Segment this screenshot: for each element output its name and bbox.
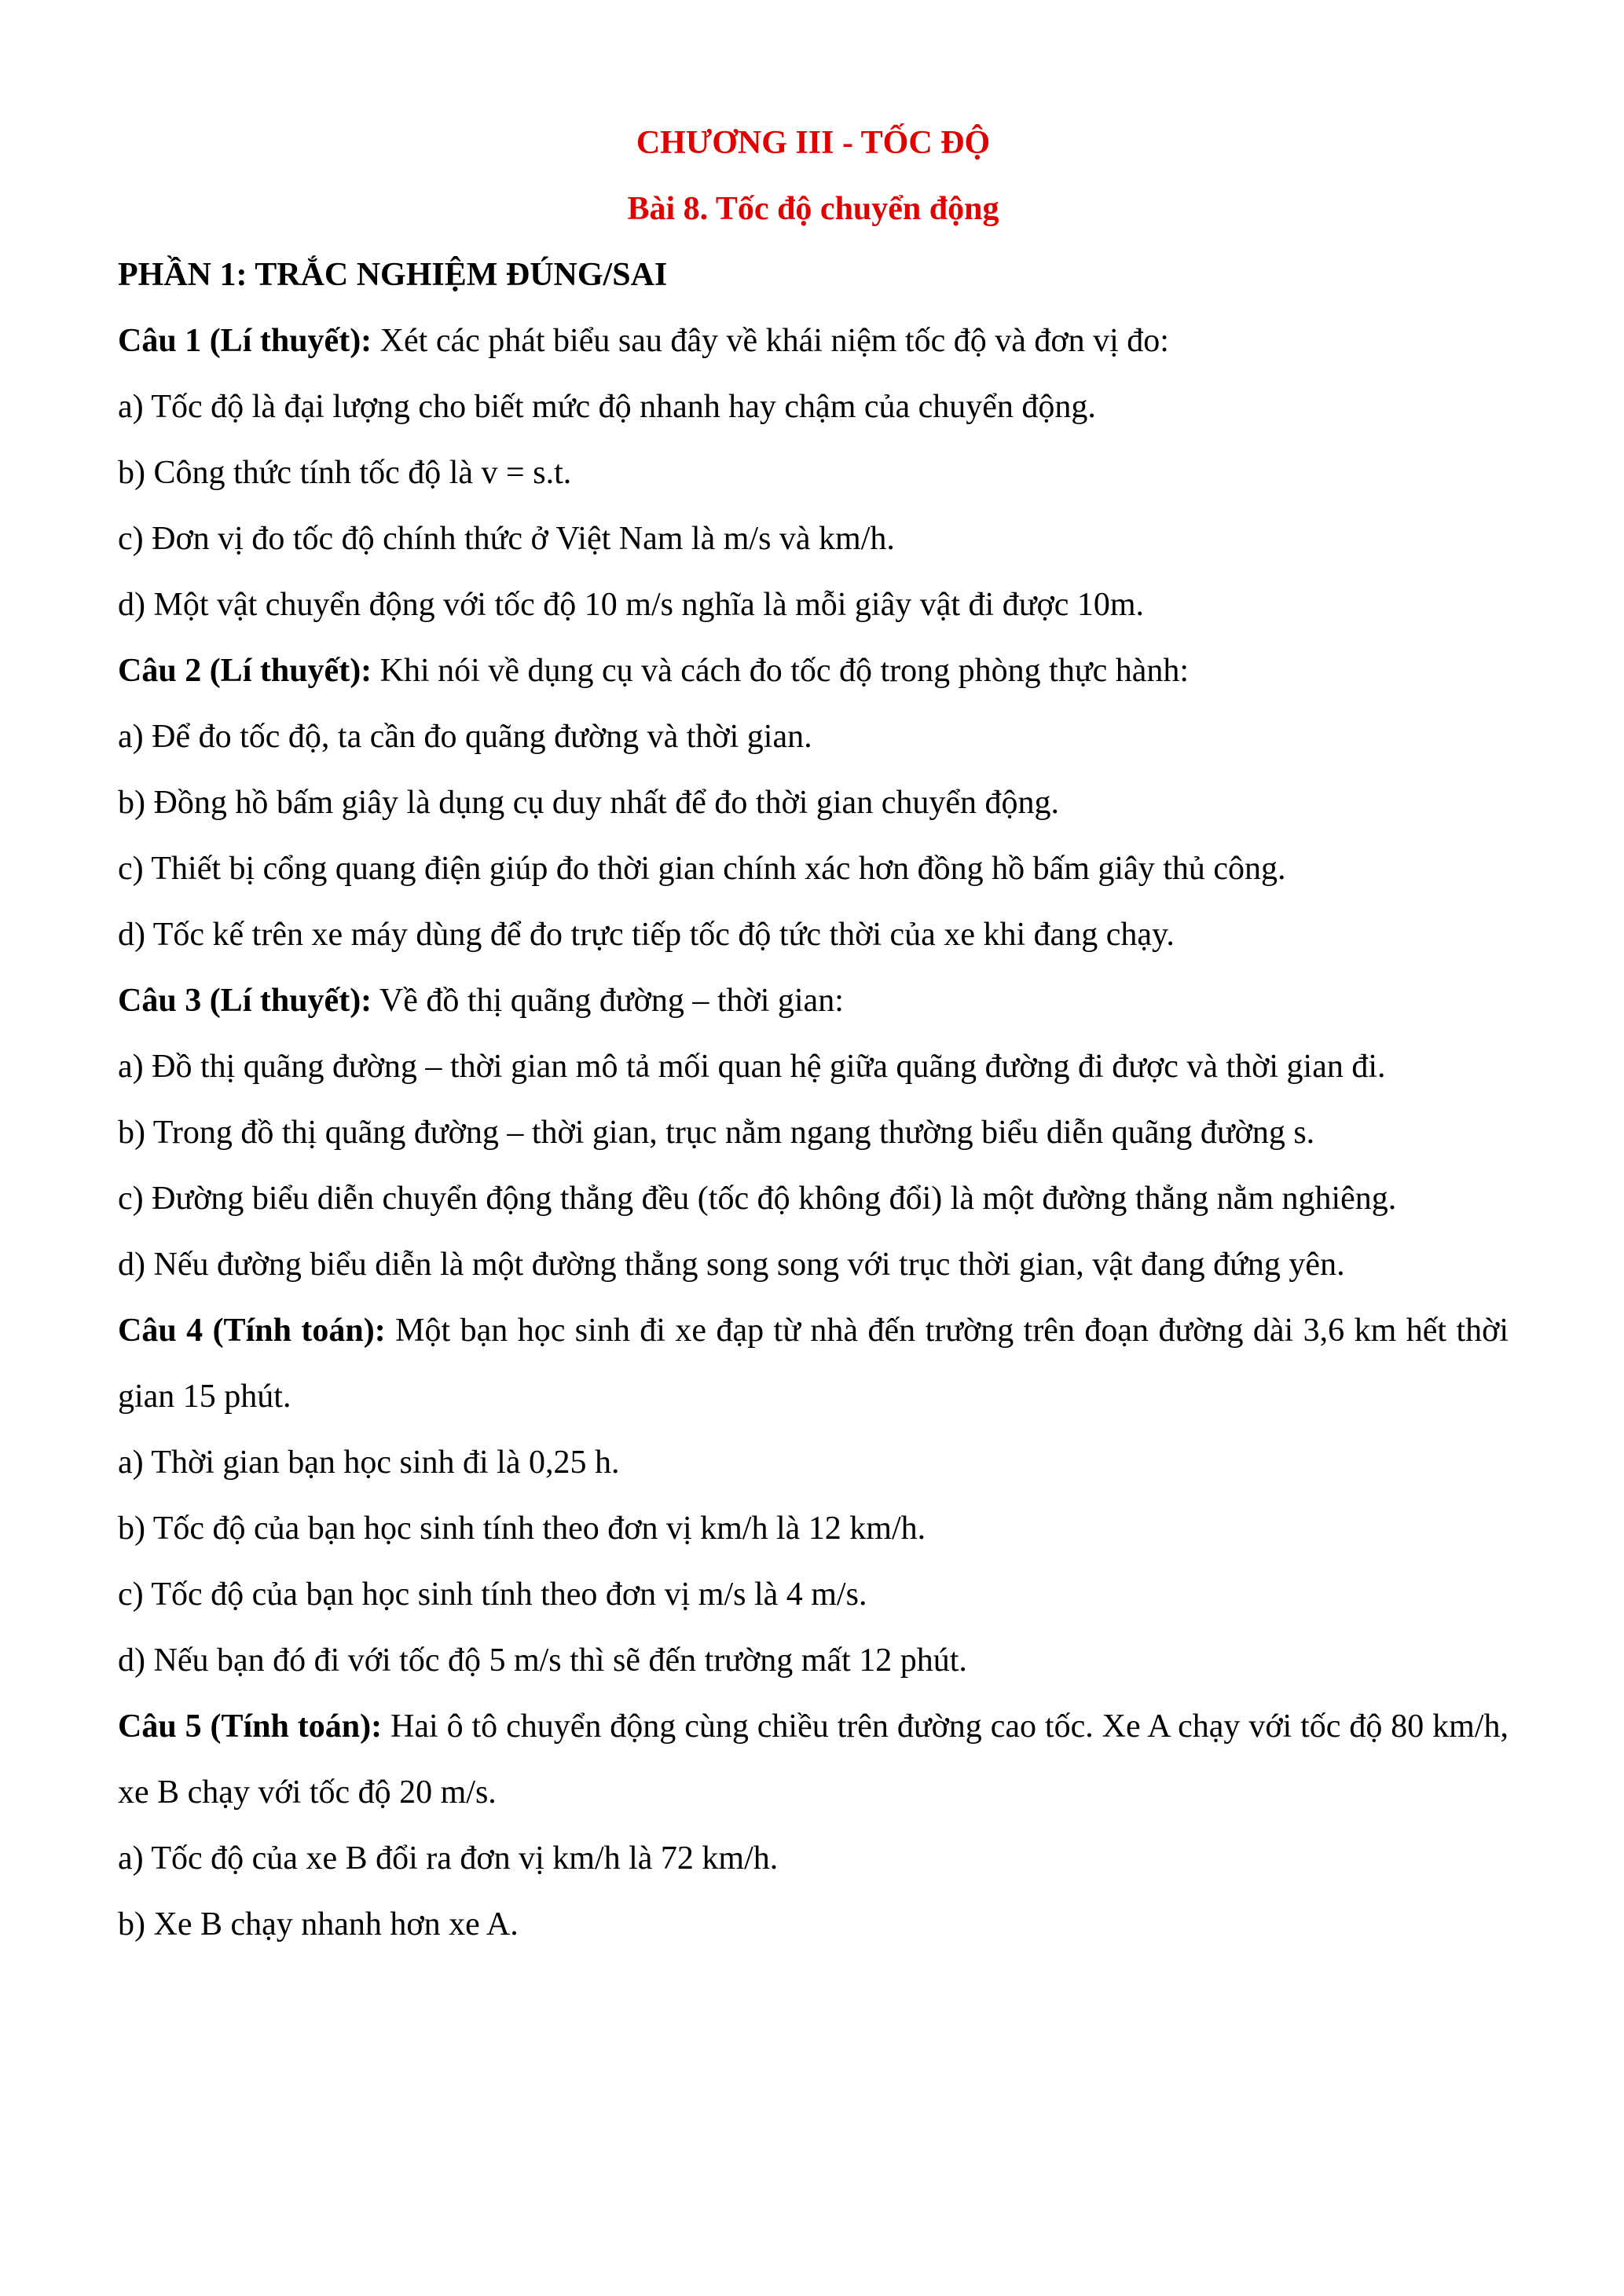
option-d: d) Một vật chuyển động với tốc độ 10 m/s nghĩa là mỗi giây vật đi được 10m. — [118, 587, 1144, 623]
option-a: a) Để đo tốc độ, ta cần đo quãng đường và thời gian. — [118, 719, 812, 755]
question-3 — [118, 968, 1509, 1298]
question-text: Một bạn học sinh đi xe đạp từ nhà đến trường trên đoạn đường dài 3,6 km hết thời gian 15 phút. — [118, 1313, 1509, 1415]
option-d: d) Nếu đường biểu diễn là một đường thẳng song song với trục thời gian, vật đang đứng yên. — [118, 1247, 1345, 1283]
option-c: c) Thiết bị cổng quang điện giúp đo thời gian chính xác hơn đồng hồ bấm giây thủ công. — [118, 851, 1286, 887]
question-label: Câu 5 (Tính toán): — [118, 1708, 383, 1745]
lesson-title: Bài 8. Tốc độ chuyển động — [627, 191, 999, 227]
question-1 — [118, 308, 1509, 638]
question-text: Hai ô tô chuyển động cùng chiều trên đường cao tốc. Xe A chạy với tốc độ 80 km/h, xe B chạy với tốc độ 20 m/s. — [118, 1708, 1509, 1811]
option-b: b) Tốc độ của bạn học sinh tính theo đơn vị km/h là 12 km/h. — [118, 1511, 926, 1547]
question-stem — [118, 638, 1509, 704]
option-a: a) Tốc độ là đại lượng cho biết mức độ nhanh hay chậm của chuyển động. — [118, 389, 1096, 425]
option-a: a) Đồ thị quãng đường – thời gian mô tả mối quan hệ giữa quãng đường đi được và thời gian đi. — [118, 1049, 1386, 1085]
question-label: Câu 2 (Lí thuyết): — [118, 653, 372, 689]
question-text: Về đồ thị quãng đường – thời gian: — [372, 983, 844, 1019]
option-b: b) Đồng hồ bấm giây là dụng cụ duy nhất để đo thời gian chuyển động. — [118, 785, 1059, 821]
question-stem — [118, 1694, 1509, 1825]
option-c: c) Đơn vị đo tốc độ chính thức ở Việt Nam là m/s và km/h. — [118, 521, 895, 557]
document-page — [118, 110, 1509, 1957]
option-d: d) Tốc kế trên xe máy dùng để đo trực tiếp tốc độ tức thời của xe khi đang chạy. — [118, 917, 1175, 953]
question-text: Khi nói về dụng cụ và cách đo tốc độ trong phòng thực hành: — [372, 653, 1190, 689]
question-5 — [118, 1694, 1509, 1957]
question-label: Câu 4 (Tính toán): — [118, 1313, 386, 1349]
option-d: d) Nếu bạn đó đi với tốc độ 5 m/s thì sẽ đến trường mất 12 phút. — [118, 1642, 967, 1679]
question-label: Câu 1 (Lí thuyết): — [118, 323, 372, 359]
option-a: a) Thời gian bạn học sinh đi là 0,25 h. — [118, 1445, 620, 1481]
option-c: c) Tốc độ của bạn học sinh tính theo đơn vị m/s là 4 m/s. — [118, 1576, 867, 1613]
chapter-title: CHƯƠNG III - TỐC ĐỘ — [636, 125, 991, 161]
option-a: a) Tốc độ của xe B đổi ra đơn vị km/h là 72 km/h. — [118, 1840, 779, 1877]
option-c: c) Đường biểu diễn chuyển động thẳng đều (tốc độ không đổi) là một đường thẳng nằm nghiêng. — [118, 1181, 1397, 1217]
section-title: PHẦN 1: TRẮC NGHIỆM ĐÚNG/SAI — [118, 257, 668, 293]
question-stem — [118, 1298, 1509, 1430]
question-4 — [118, 1298, 1509, 1694]
question-stem — [118, 308, 1509, 374]
option-b: b) Trong đồ thị quãng đường – thời gian, trục nằm ngang thường biểu diễn quãng đường s. — [118, 1115, 1315, 1151]
question-2 — [118, 638, 1509, 968]
option-b: b) Công thức tính tốc độ là v = s.t. — [118, 455, 572, 491]
question-text: Xét các phát biểu sau đây về khái niệm tốc độ và đơn vị đo: — [372, 323, 1169, 359]
question-stem — [118, 968, 1509, 1034]
question-label: Câu 3 (Lí thuyết): — [118, 983, 372, 1019]
option-b: b) Xe B chạy nhanh hơn xe A. — [118, 1906, 519, 1943]
